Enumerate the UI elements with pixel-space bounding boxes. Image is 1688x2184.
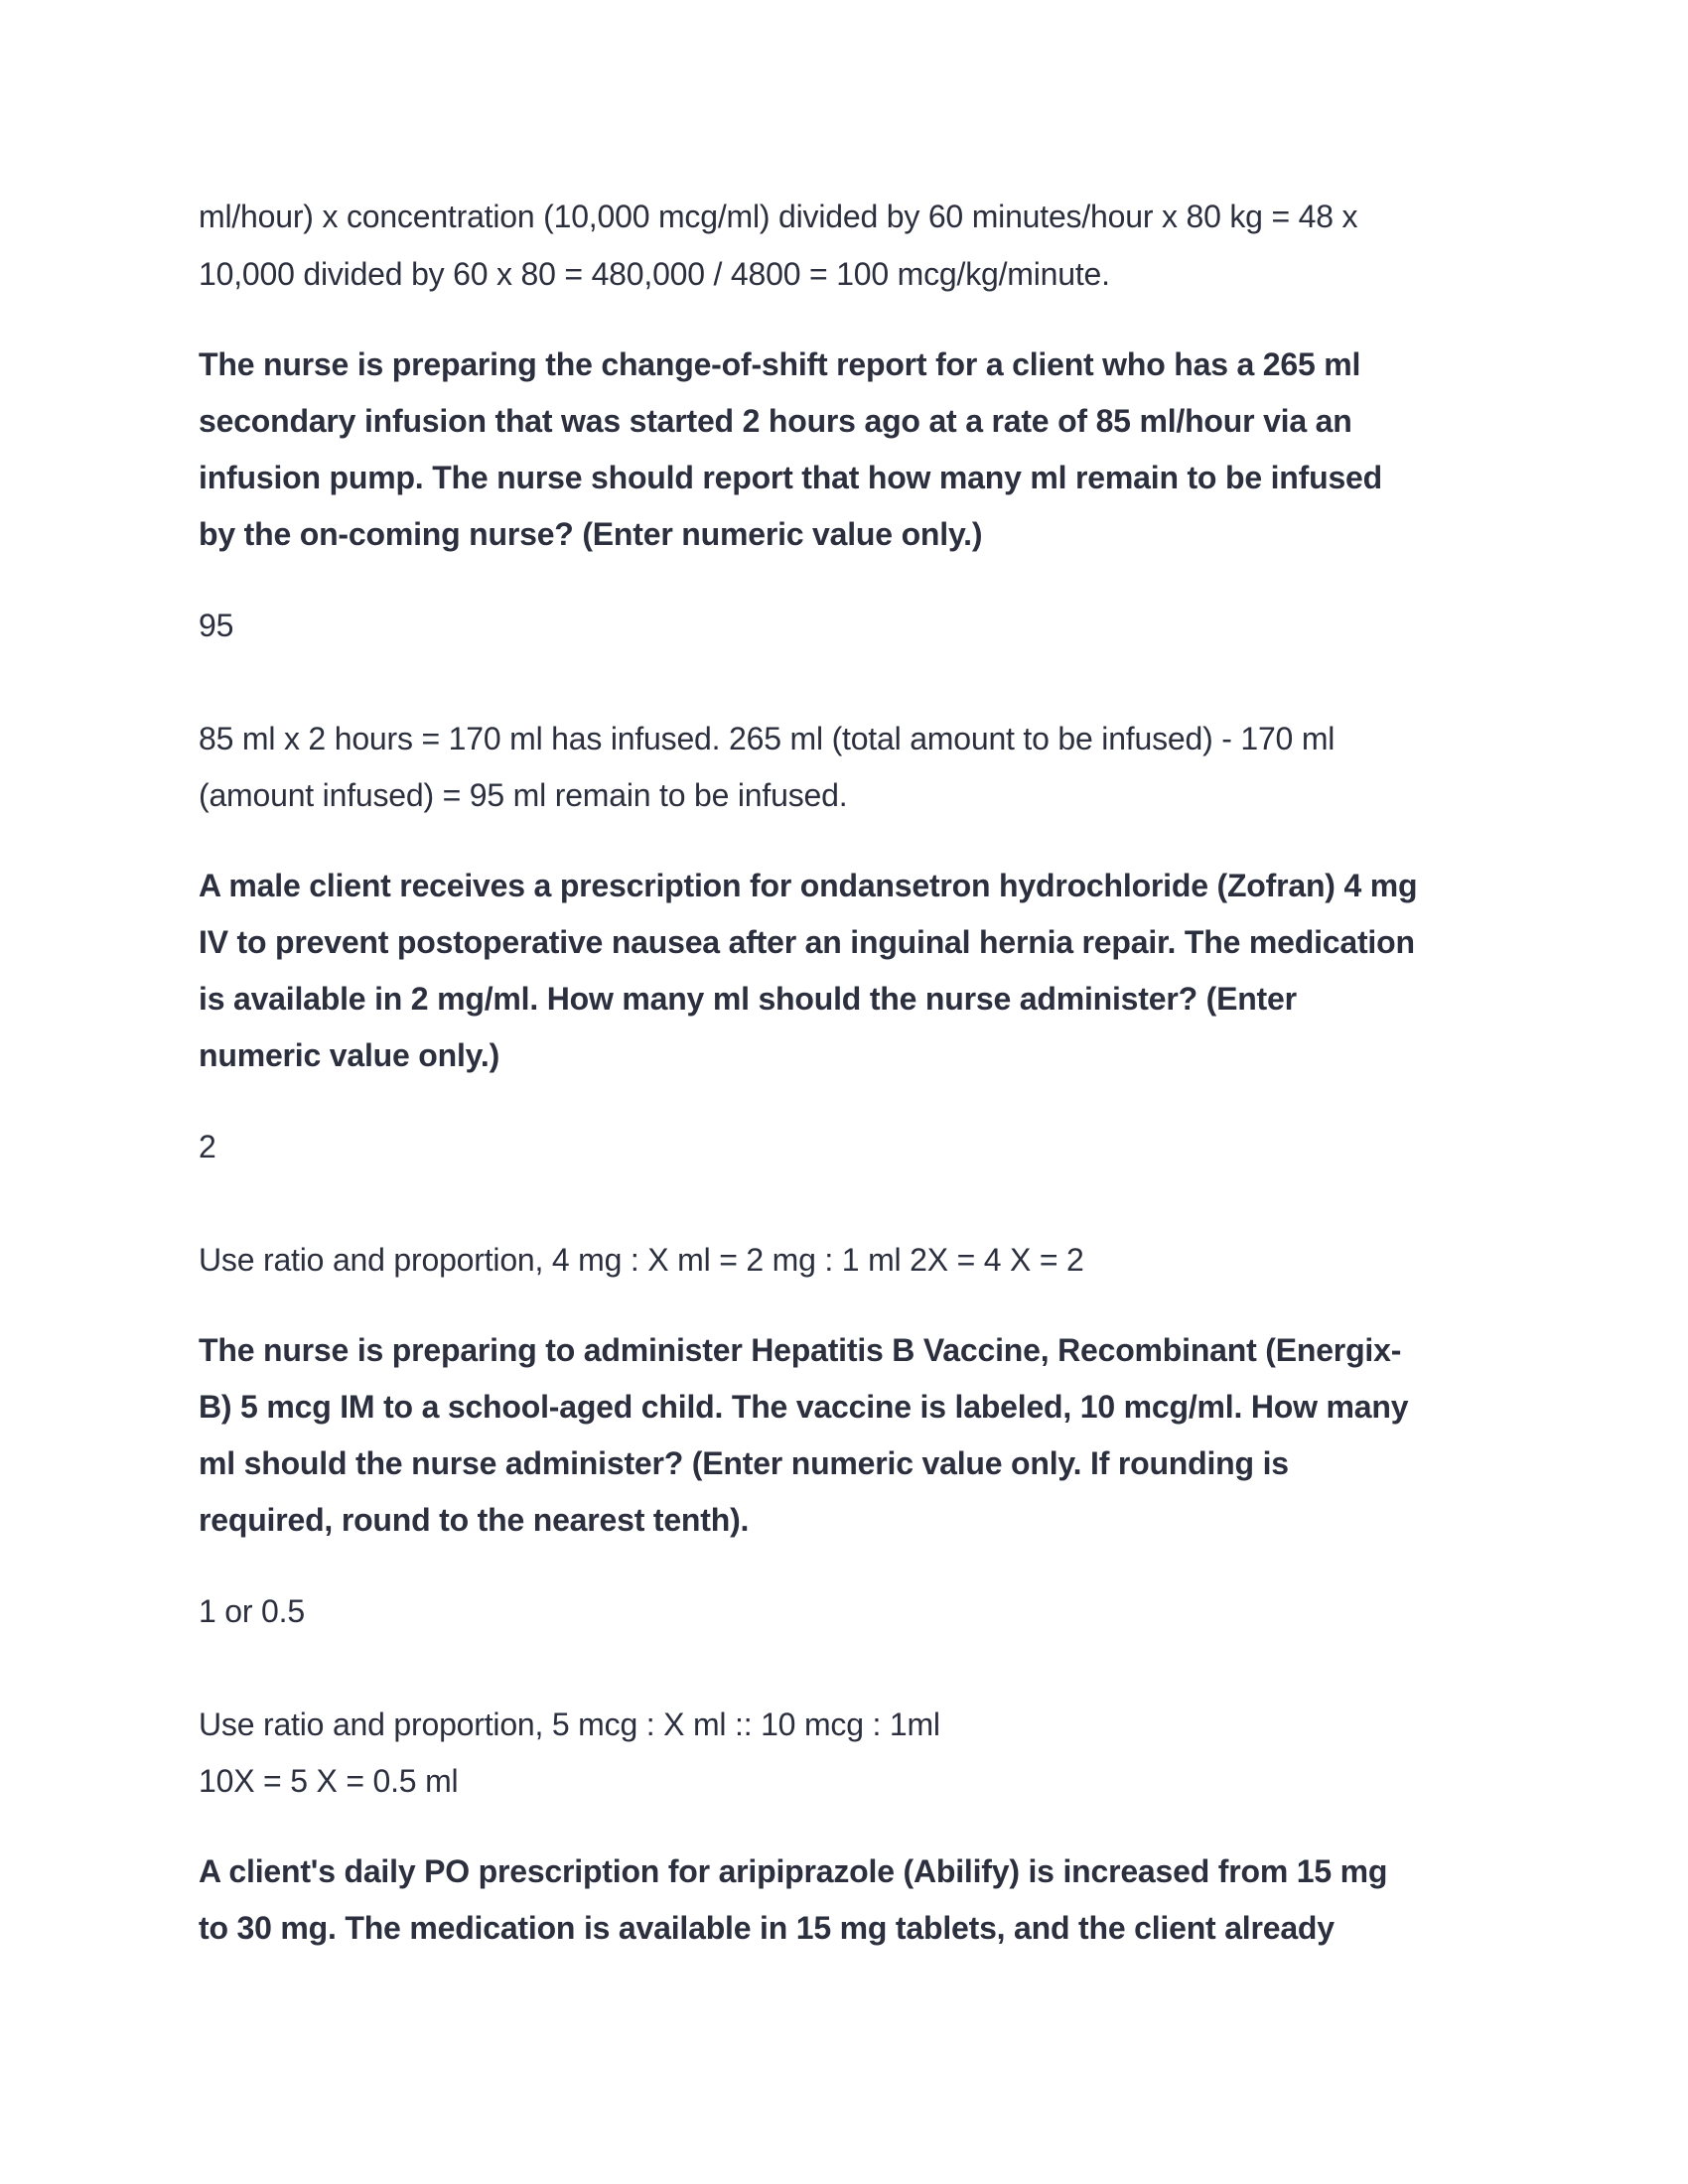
answer-value: 2: [199, 1129, 216, 1164]
question-line: B) 5 mcg IM to a school-aged child. The vaccine is labeled, 10 mcg/ml. How many: [199, 1389, 1409, 1425]
explanation-line: ml/hour) x concentration (10,000 mcg/ml) divided by 60 minutes/hour x 80 kg = 48 x: [199, 199, 1358, 234]
question-line: by the on-coming nurse? (Enter numeric value only.): [199, 516, 983, 552]
answer-value: 1 or 0.5: [199, 1593, 305, 1629]
question-line: required, round to the nearest tenth).: [199, 1502, 750, 1538]
question-line: The nurse is preparing the change-of-shift report for a client who has a 265 ml: [199, 346, 1361, 382]
explanation-line: 85 ml x 2 hours = 170 ml has infused. 265 ml (total amount to be infused) - 170 ml: [199, 721, 1336, 756]
explanation-line: 10X = 5 X = 0.5 ml: [199, 1763, 459, 1799]
explanation-line: Use ratio and proportion, 4 mg : X ml = 2 mg : 1 ml 2X = 4 X = 2: [199, 1242, 1084, 1278]
question-line: secondary infusion that was started 2 hours ago at a rate of 85 ml/hour via an: [199, 403, 1352, 439]
question-line: numeric value only.): [199, 1037, 500, 1073]
answer-value: 95: [199, 608, 234, 643]
question-line: infusion pump. The nurse should report that how many ml remain to be infused: [199, 460, 1382, 495]
explanation-line: (amount infused) = 95 ml remain to be infused.: [199, 777, 848, 813]
explanation-line: 10,000 divided by 60 x 80 = 480,000 / 4800 = 100 mcg/kg/minute.: [199, 256, 1110, 292]
question-line: is available in 2 mg/ml. How many ml should the nurse administer? (Enter: [199, 981, 1297, 1017]
question-line: A client's daily PO prescription for aripiprazole (Abilify) is increased from 15 mg: [199, 1853, 1388, 1889]
question-line: ml should the nurse administer? (Enter numeric value only. If rounding is: [199, 1445, 1289, 1481]
question-line: The nurse is preparing to administer Hepatitis B Vaccine, Recombinant (Energix-: [199, 1332, 1402, 1368]
question-line: IV to prevent postoperative nausea after an inguinal hernia repair. The medication: [199, 924, 1415, 960]
question-line: A male client receives a prescription for ondansetron hydrochloride (Zofran) 4 mg: [199, 868, 1418, 903]
question-line: to 30 mg. The medication is available in 15 mg tablets, and the client already: [199, 1910, 1335, 1946]
explanation-line: Use ratio and proportion, 5 mcg : X ml :: 10 mcg : 1ml: [199, 1706, 940, 1742]
